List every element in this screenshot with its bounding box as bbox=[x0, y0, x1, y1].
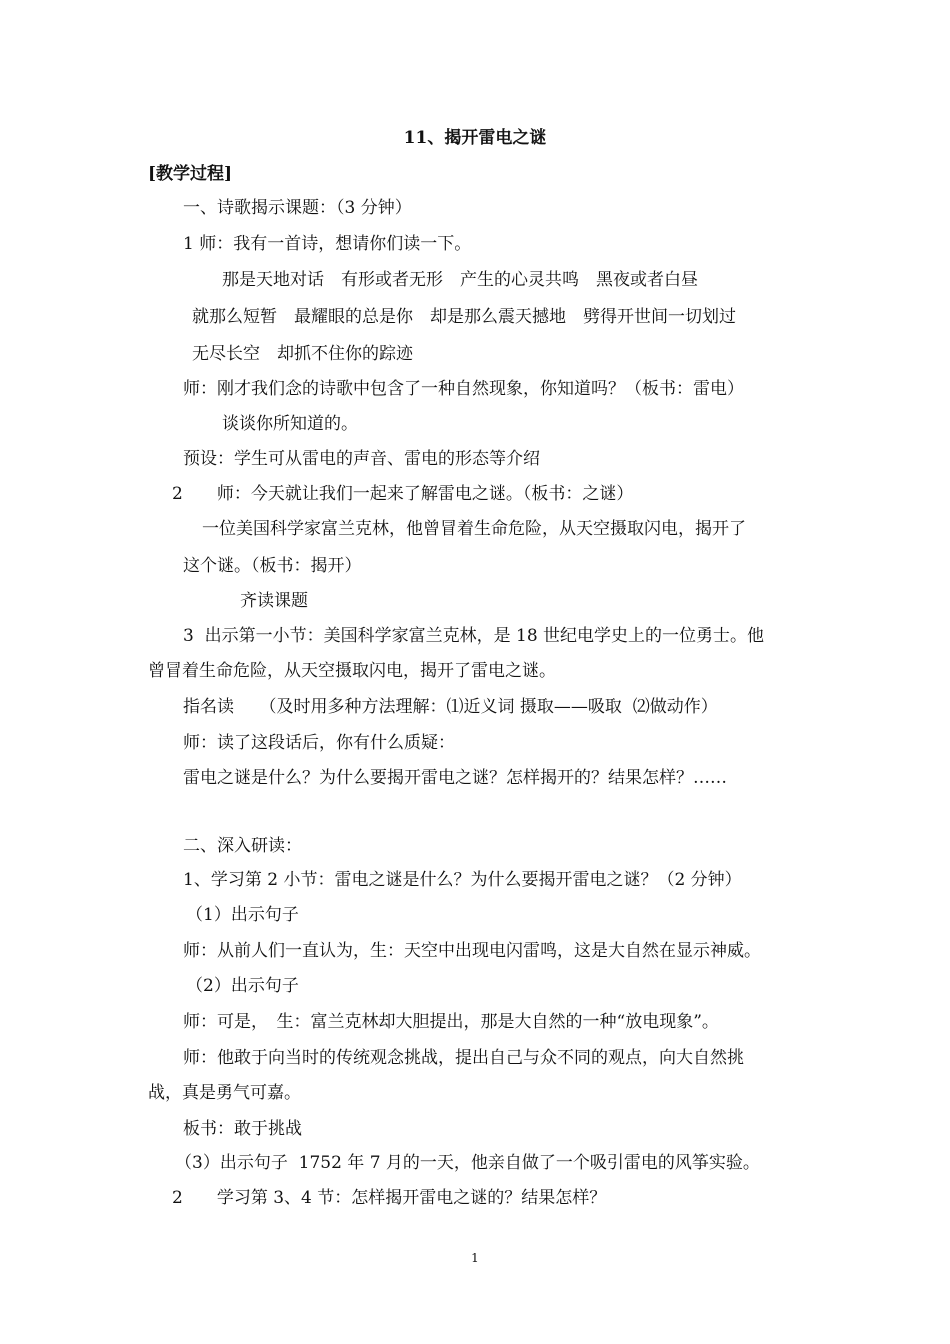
text-line: 曾冒着生命危险，从天空摄取闪电，揭开了雷电之谜。 bbox=[148, 661, 556, 681]
text-line: 师：刚才我们念的诗歌中包含了一种自然现象，你知道吗？（板书：雷电） bbox=[183, 379, 744, 399]
text-line: 齐读课题 bbox=[240, 591, 308, 611]
text-line: 1、学习第 2 小节：雷电之谜是什么？为什么要揭开雷电之谜？（2 分钟） bbox=[183, 870, 742, 890]
text-line: 3 出示第一小节：美国科学家富兰克林，是 18 世纪电学史上的一位勇士。他 bbox=[183, 626, 765, 646]
text-line: 这个谜。（板书：揭开） bbox=[183, 556, 362, 576]
section-heading: [教学过程] bbox=[148, 164, 233, 184]
text-line: 师：可是， 生：富兰克林却大胆提出，那是大自然的一种“放电现象”。 bbox=[183, 1012, 719, 1032]
poem-line: 无尽长空 却抓不住你的踪迹 bbox=[192, 344, 413, 364]
document-title: 11、揭开雷电之谜 bbox=[403, 128, 547, 148]
text-line: 指名读 （及时用多种方法理解：⑴近义词 摄取——吸取 ⑵做动作） bbox=[183, 697, 718, 717]
text-line: 师：读了这段话后，你有什么质疑： bbox=[183, 733, 455, 753]
text-line: 师：他敢于向当时的传统观念挑战，提出自己与众不同的观点，向大自然挑 bbox=[183, 1048, 744, 1068]
poem-line: 就那么短暂 最耀眼的总是你 却是那么震天撼地 劈得开世间一切划过 bbox=[192, 307, 736, 327]
text-line: （1）出示句子 bbox=[186, 905, 299, 925]
text-line: 1 师：我有一首诗，想请你们读一下。 bbox=[183, 234, 472, 254]
text-line: 一位美国科学家富兰克林，他曾冒着生命危险，从天空摄取闪电，揭开了 bbox=[202, 519, 746, 539]
text-line: 2 学习第 3、4 节：怎样揭开雷电之谜的？结果怎样？ bbox=[172, 1188, 607, 1208]
text-line: 板书：敢于挑战 bbox=[183, 1119, 302, 1139]
text-line: （2）出示句子 bbox=[186, 976, 299, 996]
page-number: 1 bbox=[471, 1251, 479, 1265]
text-line: 一、诗歌揭示课题：（3 分钟） bbox=[183, 198, 412, 218]
text-line: （3）出示句子 1752 年 7 月的一天，他亲自做了一个吸引雷电的风筝实验。 bbox=[175, 1153, 760, 1173]
text-line: 战，真是勇气可嘉。 bbox=[148, 1083, 301, 1103]
text-line: 师：从前人们一直认为，生：天空中出现电闪雷鸣，这是大自然在显示神威。 bbox=[183, 941, 761, 961]
poem-line: 那是天地对话 有形或者无形 产生的心灵共鸣 黑夜或者白昼 bbox=[222, 270, 698, 290]
text-line: 预设：学生可从雷电的声音、雷电的形态等介绍 bbox=[183, 449, 540, 469]
text-line: 二、深入研读： bbox=[183, 836, 302, 856]
text-line: 谈谈你所知道的。 bbox=[222, 414, 358, 434]
text-line: 2 师：今天就让我们一起来了解雷电之谜。（板书：之谜） bbox=[172, 484, 634, 504]
text-line: 雷电之谜是什么？为什么要揭开雷电之谜？怎样揭开的？结果怎样？…… bbox=[183, 768, 727, 788]
